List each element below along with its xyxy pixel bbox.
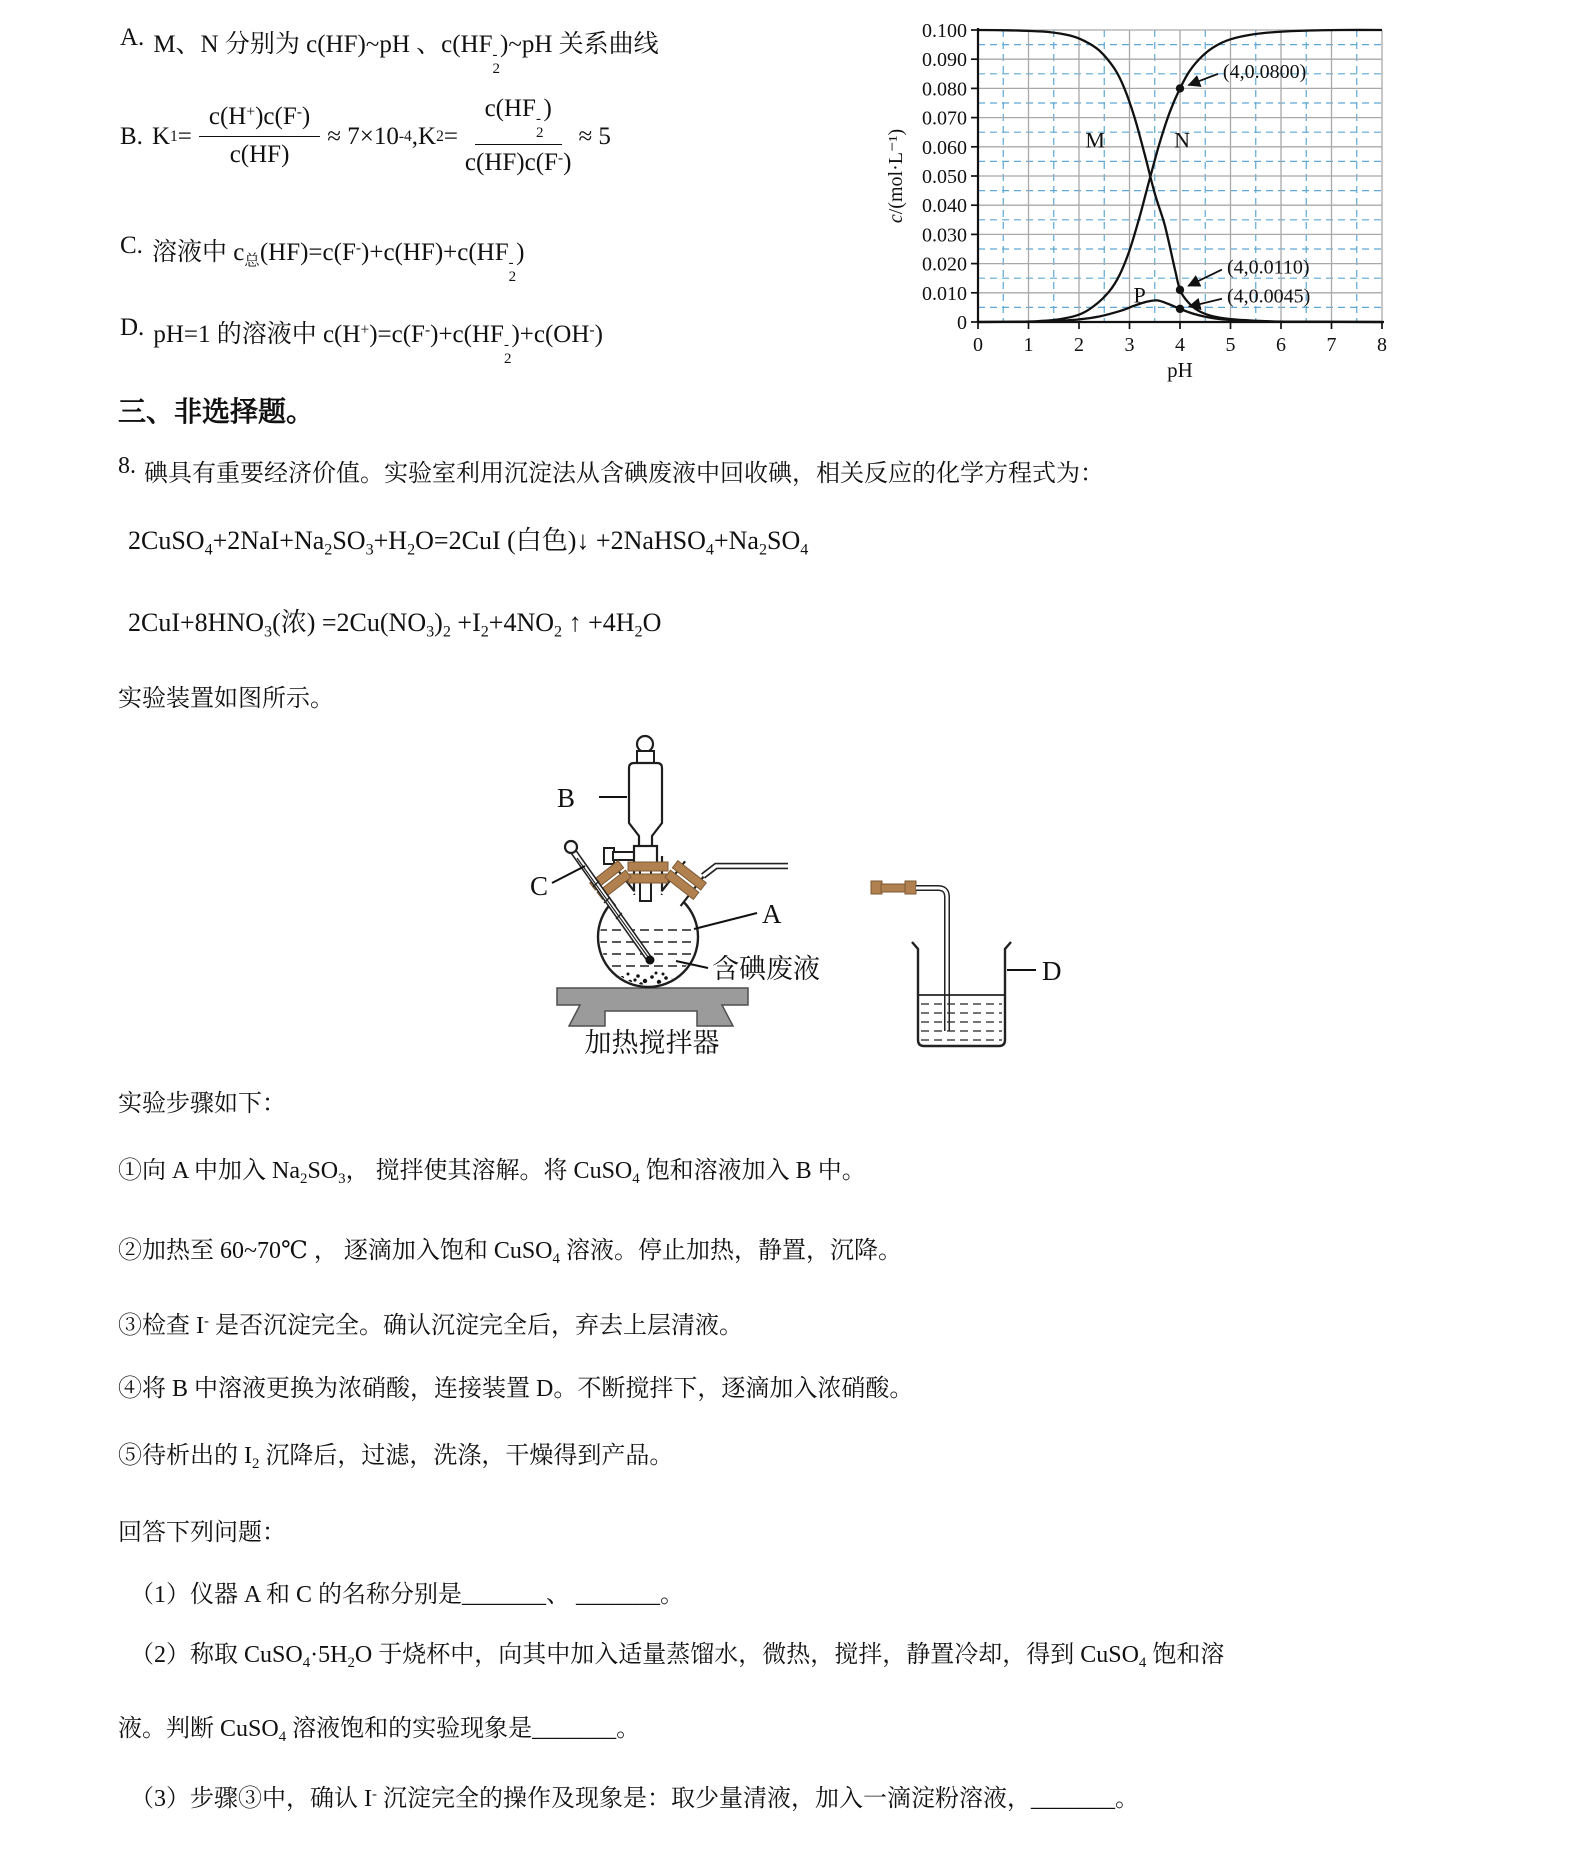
answers-header: 回答下列问题： [118,1520,286,1546]
svg-text:1: 1 [1023,334,1034,356]
heater-label: 加热搅拌器 [584,1028,720,1058]
step-3: ③检查 I- 是否沉淀完全。确认沉淀完全后，弃去上层清液。 [118,1313,743,1339]
svg-text:N: N [1174,127,1190,153]
svg-text:4: 4 [1175,334,1185,356]
option-d-text: pH=1 的溶液中 c(H+)=c(F-)+c(HF - 2 )+c(OH-) [153,321,603,367]
svg-text:0.010: 0.010 [922,282,967,305]
question-3: （3）步骤③中，确认 I- 沉淀完全的操作及现象是：取少量清液，加入一滴淀粉溶液，_______。 [130,1786,1139,1812]
concentration-ph-chart [878,8,1458,386]
label-b: B [556,783,575,813]
option-d [120,314,603,366]
step-1: ①向 A 中加入 $Na_2SO_3$， 搅拌使其溶解。将 CuSO$_4$ 饱和溶液加入 B 中。 [118,1158,866,1188]
beaker [912,942,1011,1046]
svg-text:0: 0 [973,334,983,356]
apparatus-diagram [520,728,1090,1060]
option-c-label: C. [120,232,143,259]
equation-1: $2CuSO_4+2NaI+Na_2SO_3+H_2O=2CuI$ (白色)↓ $+2NaHSO_4+Na_2SO_4$ [128,526,809,559]
section-header: 三、非选择题。 [118,397,315,428]
svg-text:M: M [1085,127,1105,153]
svg-text:0.040: 0.040 [922,195,967,218]
svg-text:0.070: 0.070 [922,107,967,130]
question-1: （1）仪器 A 和 C 的名称分别是_______、 _______。 [130,1582,685,1608]
label-c: C [529,871,548,901]
svg-text:8: 8 [1377,334,1387,356]
steps-header: 实验步骤如下： [118,1091,286,1117]
svg-text:(4,0.0110): (4,0.0110) [1226,256,1310,279]
svg-text:0.030: 0.030 [922,224,967,247]
waste-liquid-label: 含碘废液 [712,954,820,984]
svg-text:pH: pH [1167,358,1193,382]
option-b-formula: K 1 = $\frac{c(H^+)c(F^-)}{c(HF)}$ ≈ 7×10 -4 ,K 2 = c(HF - 2 ) c(HF)c(F-) ≈ 5 [151,95,611,177]
option-b [120,95,611,178]
equation-2: $2CuI+8HNO_3$(浓) $=2Cu(NO_3)_2 +I_2+4NO_2$ ↑ $+4H_2O$ [128,608,662,641]
svg-text:(4,0.0045): (4,0.0045) [1226,285,1311,308]
label-d: D [1042,956,1062,986]
svg-text:0: 0 [957,312,967,334]
option-a-text: M、N 分别为 c(HF)~pH 、c(HF - 2 )~pH 关系曲线 [153,31,659,77]
label-c-leader [552,866,585,883]
option-c [120,232,524,284]
svg-text:5: 5 [1225,334,1236,356]
option-c-text: 溶液中 $c_总(HF)=c(F^-)+c(HF)+c(HF$ - 2 ) [151,239,525,285]
option-a-label: A. [120,24,145,51]
label-a-leader [694,913,757,929]
svg-text:P: P [1133,282,1146,308]
question-2-line2: 液。判断 CuSO$_4$ 溶液饱和的实验现象是_______。 [118,1716,641,1746]
svg-text:3: 3 [1124,334,1135,356]
svg-text:0.060: 0.060 [922,136,967,159]
svg-text:2: 2 [1074,334,1084,356]
question-2-line1: （2）称取 $CuSO_4\cdot 5H_2O$ 于烧杯中，向其中加入适量蒸馏水，微热，搅拌，静置冷却，得到 CuSO$_4$ 饱和溶 [130,1642,1225,1672]
question8-number: 8. [118,453,136,479]
stopcock-valve [634,846,657,863]
step-4: ④将 B 中溶液更换为浓硝酸，连接装置 D。不断搅拌下，逐滴加入浓硝酸。 [118,1376,914,1402]
svg-text:6: 6 [1276,334,1286,356]
svg-text:0.050: 0.050 [922,166,967,188]
question8-intro [118,453,1104,488]
option-b-label: B. [120,122,143,150]
svg-text:0.100: 0.100 [922,20,967,42]
funnel-stopper-knob [637,736,653,752]
svg-text:0.020: 0.020 [922,253,967,276]
gas-outlet-tube [703,866,788,876]
connector-tube [871,881,947,1031]
svg-text:0.080: 0.080 [922,78,967,101]
question8-intro-text: 碘具有重要经济价值。实验室利用沉淀法从含碘废液中回收碘，相关反应的化学方程式为： [144,461,1104,487]
apparatus-canvas [520,728,1090,1060]
svg-text:(4,0.0800): (4,0.0800) [1222,60,1307,83]
option-a [120,24,659,76]
apparatus-note: 实验装置如图所示。 [118,686,334,712]
heating-stirrer [557,988,748,1026]
option-d-label: D. [120,314,145,341]
step-2: ②加热至 60~70℃ ， 逐滴加入饱和 CuSO$_4$ 溶液。停止加热，静置，沉降。 [118,1238,902,1268]
svg-text:0.090: 0.090 [922,49,967,72]
svg-text:c/(mol·L⁻¹): c/(mol·L⁻¹) [885,128,907,224]
step-5: ⑤待析出的 $I_2$ 沉降后，过滤，洗涤，干燥得到产品。 [118,1443,674,1473]
svg-text:7: 7 [1326,334,1337,356]
chart-canvas [878,8,1458,386]
label-a: A [762,899,782,929]
